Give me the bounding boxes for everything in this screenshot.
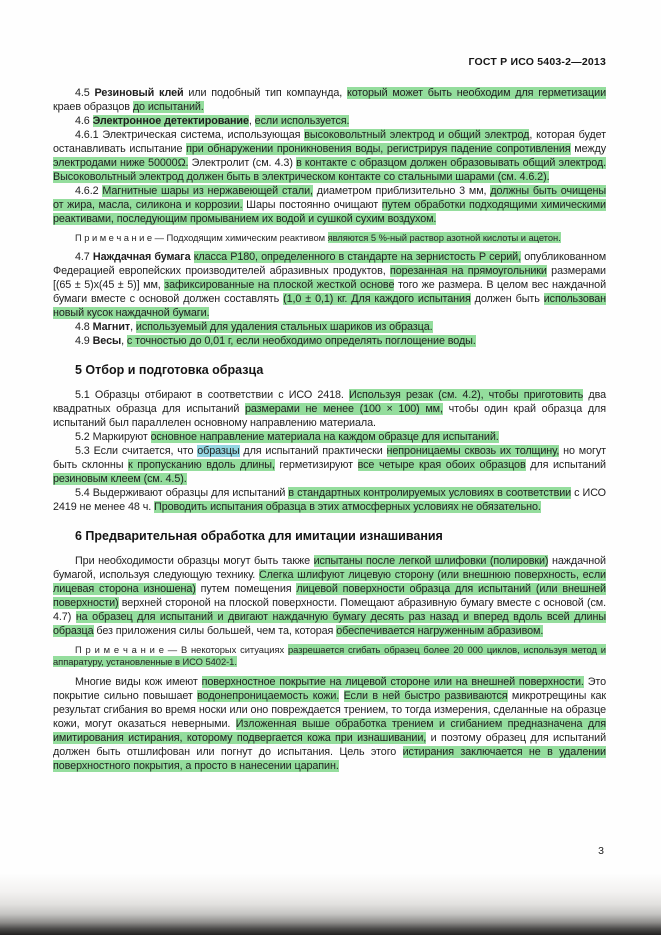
highlighted-text-run: до испытаний.: [132, 101, 204, 113]
highlighted-text-run: (1,0 ± 0,1) кг. Для каждого испытания: [283, 293, 471, 306]
text-run: размерами [(65 ± 5)х(45 ± 5)] мм,: [53, 265, 606, 292]
highlighted-text-run: все четыре края обоих образцов: [357, 459, 526, 472]
para-4-8: [53, 320, 606, 334]
text-run: 4.7: [75, 251, 93, 264]
para-4-9: [53, 334, 606, 348]
highlighted-text-run: электродами ниже 50000Ω.: [53, 157, 189, 169]
highlighted-text-run: испытаны после легкой шлифовки (полировки): [313, 555, 549, 568]
text-run: 5 Отбор и подготовка образца: [75, 363, 264, 378]
text-run: ,: [121, 335, 127, 348]
text-run: 4.6: [75, 115, 93, 127]
highlighted-text-run: водонепроницаемость кожи.: [197, 689, 340, 702]
text-run: ,: [130, 321, 136, 334]
para-4-6-2: [53, 184, 606, 226]
highlighted-text-run: к пропусканию вдоль длины,: [128, 459, 275, 472]
highlighted-text-run: Высоковольтный электрод должен быть в электрическом контакте со стальными шарами (см. 4.6.2).: [53, 171, 550, 183]
text-run: герметизируют: [274, 459, 358, 472]
highlighted-text-run: образцы: [197, 445, 240, 458]
text-run: наждачной бумагой, используя следующую технику.: [53, 555, 606, 582]
text-run: но могут быть склонны: [53, 445, 606, 472]
highlighted-text-run: основное направление материала на каждом образце для испытаний.: [150, 431, 499, 444]
highlighted-text-run: в контакте с образцом должен образовывать общий электрод.: [296, 157, 606, 169]
para-5-4: [53, 486, 606, 514]
highlighted-text-run: истирания заключается не в удалении поверхностного покрытия, а просто в нанесении царапин.: [53, 745, 606, 772]
para-6-leather: [53, 675, 606, 773]
para-4-7: [53, 250, 606, 320]
text-run: путем помещения: [195, 583, 297, 596]
highlighted-text-run: Если в ней быстро развиваются: [343, 689, 508, 702]
para-5-2: [53, 430, 606, 444]
highlighted-text-run: Магнитные шары из нержавеющей стали,: [102, 185, 313, 197]
text-run: 4.8: [75, 321, 93, 334]
text-run: и поэтому образец для испытаний должен быть отшлифован или погнут до испытания. Цель этого: [53, 731, 606, 758]
text-run: Электролит (см. 4.3): [188, 157, 297, 169]
text-run: верхней стороной на плоской поверхности. Помещают абразивную бумагу вместе с основой (см. 4.7): [53, 597, 606, 624]
highlighted-text-run: являются 5 %-ный раствор азотной кислоты и ацетон.: [327, 232, 561, 243]
text-run: микротрещины как результат сгибания во время носки или оно повреждается трением, то тогда измерения, сделанные на образце кожи, могут оказаться неверными.: [53, 689, 607, 730]
highlighted-text-run: если используется.: [254, 115, 350, 127]
text-run: 6 Предварительная обработка для имитации изнашивания: [75, 529, 443, 544]
text-run: для испытаний: [525, 459, 606, 472]
highlighted-text-run: класса P180, определенного в стандарте на зернистость Р серий,: [193, 251, 521, 264]
highlighted-text-run: резиновым клеем (см. 4.5).: [53, 473, 187, 486]
text-run: краев образцов: [53, 101, 133, 113]
para-5-1: [53, 388, 606, 430]
text-run: ,: [248, 115, 255, 127]
text-run: Магнит: [92, 321, 131, 334]
text-run: 4.5: [75, 87, 95, 99]
text-run: или подобный тип компаунда,: [183, 87, 347, 99]
highlighted-text-run: непроницаемы сквозь их толщину,: [386, 445, 560, 458]
document-body: [53, 86, 606, 773]
text-run: Это покрытие сильно повышает: [53, 675, 606, 702]
para-4-6: [53, 114, 606, 128]
text-run: два квадратных образца для испытаний: [53, 389, 607, 416]
text-run: 4.9: [75, 335, 93, 348]
text-run: Наждачная бумага: [92, 251, 191, 264]
text-run: без приложения силы большей, чем та, которая: [93, 625, 337, 638]
text-run: того же размера. В целом вес наждачной бумаги вместе с основой должен составлять: [53, 279, 606, 306]
highlighted-text-run: разрешается сгибать образец более 20 000 циклов, используя метод и аппаратуру, установленные в ИСО 5402-1.: [53, 644, 606, 668]
para-6-intro: [53, 554, 606, 638]
text-run: 5.4 Выдерживают образцы для испытаний: [75, 487, 289, 500]
highlighted-text-run: высоковольтный электрод и общий электрод: [304, 129, 530, 141]
text-run: опубликованном Федерацией европейских производителей абразивных продуктов,: [53, 251, 607, 278]
page-bottom-scan-edge: [0, 873, 661, 935]
text-run: Резиновый клей: [94, 87, 184, 99]
text-run: При необходимости образцы могут быть также: [75, 555, 314, 568]
highlighted-text-run: зафиксированные на плоской жесткой основе: [164, 279, 395, 292]
highlighted-text-run: Используя резак (см. 4.2), чтобы приготовить: [349, 389, 584, 402]
highlighted-text-run: используемый для удаления стальных шариков из образца.: [135, 321, 433, 334]
text-run: Шары постоянно очищают: [242, 199, 382, 211]
page-number: 3: [598, 845, 604, 857]
document-header: ГОСТ Р ИСО 5403-2—2013: [468, 56, 606, 68]
text-run: между: [570, 143, 606, 155]
text-run: 4.6.2: [75, 185, 103, 197]
text-run: диаметром приблизительно 3 мм,: [312, 185, 491, 197]
text-run: чтобы один край образца для испытаний был параллелен основному направлению материала.: [53, 403, 606, 430]
para-5-3: [53, 444, 606, 486]
highlighted-text-run: при обнаружении проникновения воды, регистрируя падение сопротивления: [186, 143, 571, 155]
text-run: для испытаний практически: [239, 445, 387, 458]
text-run: Весы: [92, 335, 122, 348]
highlighted-text-run: порезанная на прямоугольники: [389, 265, 547, 278]
highlighted-text-run: использован новый кусок наждачной бумаги.: [53, 293, 607, 320]
highlighted-text-run: лицевой поверхности образца для испытаний (или внешней поверхности): [53, 583, 606, 610]
highlighted-text-run: на образец для испытаний и двигают наждачную бумагу десять раз назад и вперед вдоль всей длины образца: [53, 611, 606, 638]
highlighted-text-run: путем обработки подходящими химическими реактивами, последующим промыванием их водой и сушкой сухим воздухом.: [53, 199, 606, 225]
highlighted-text-run: Электронное детектирование: [92, 115, 249, 127]
text-run: должен быть: [470, 293, 544, 306]
text-run: [339, 690, 343, 702]
section-5-heading: [53, 363, 606, 377]
para-4-6-1: [53, 128, 606, 184]
text-run: 5.3 Если считается, что: [75, 445, 198, 458]
text-run: П р и м е ч а н и е — В некоторых ситуациях: [75, 644, 289, 656]
highlighted-text-run: размерами не менее (100 × 100) мм,: [244, 403, 443, 416]
text-run: с ИСО 2419 не менее 48 ч.: [53, 487, 606, 514]
para-4-5: [53, 86, 606, 114]
highlighted-text-run: Проводить испытания образца в этих атмосферных условиях не обязательно.: [154, 501, 541, 514]
highlighted-text-run: поверхностное покрытие на лицевой стороне или на внешней поверхности.: [201, 675, 584, 688]
note-1: [53, 232, 606, 244]
highlighted-text-run: обеспечивается нагруженным абразивом.: [336, 625, 544, 638]
note-2: [53, 644, 606, 668]
highlighted-text-run: Изложенная выше обработка трением и сгибанием предназначена для имитирования истирания, которому подвергается кожа при изнашивании,: [53, 717, 606, 744]
text-run: 5.2 Маркируют: [75, 431, 151, 444]
text-run: , которая будет останавливать испытание: [53, 129, 606, 155]
highlighted-text-run: с точностью до 0,01 г, если необходимо определять поглощение воды.: [126, 335, 476, 348]
text-run: П р и м е ч а н и е — Подходящим химическим реактивом: [75, 232, 328, 243]
text-run: 5.1 Образцы отбирают в соответствии с ИСО 2418.: [75, 389, 350, 402]
section-6-heading: [53, 529, 606, 543]
highlighted-text-run: Слегка шлифуют лицевую сторону (или внешнюю поверхность, если лицевая сторона изношена): [53, 569, 606, 596]
text-run: Многие виды кож имеют: [75, 675, 202, 688]
highlighted-text-run: в стандартных контролируемых условиях в соответствии: [288, 487, 572, 500]
text-run: 4.6.1 Электрическая система, использующая: [75, 129, 305, 141]
highlighted-text-run: который может быть необходим для герметизации: [346, 87, 606, 99]
highlighted-text-run: должны быть очищены от жира, масла, силикона и коррозии.: [53, 185, 607, 211]
